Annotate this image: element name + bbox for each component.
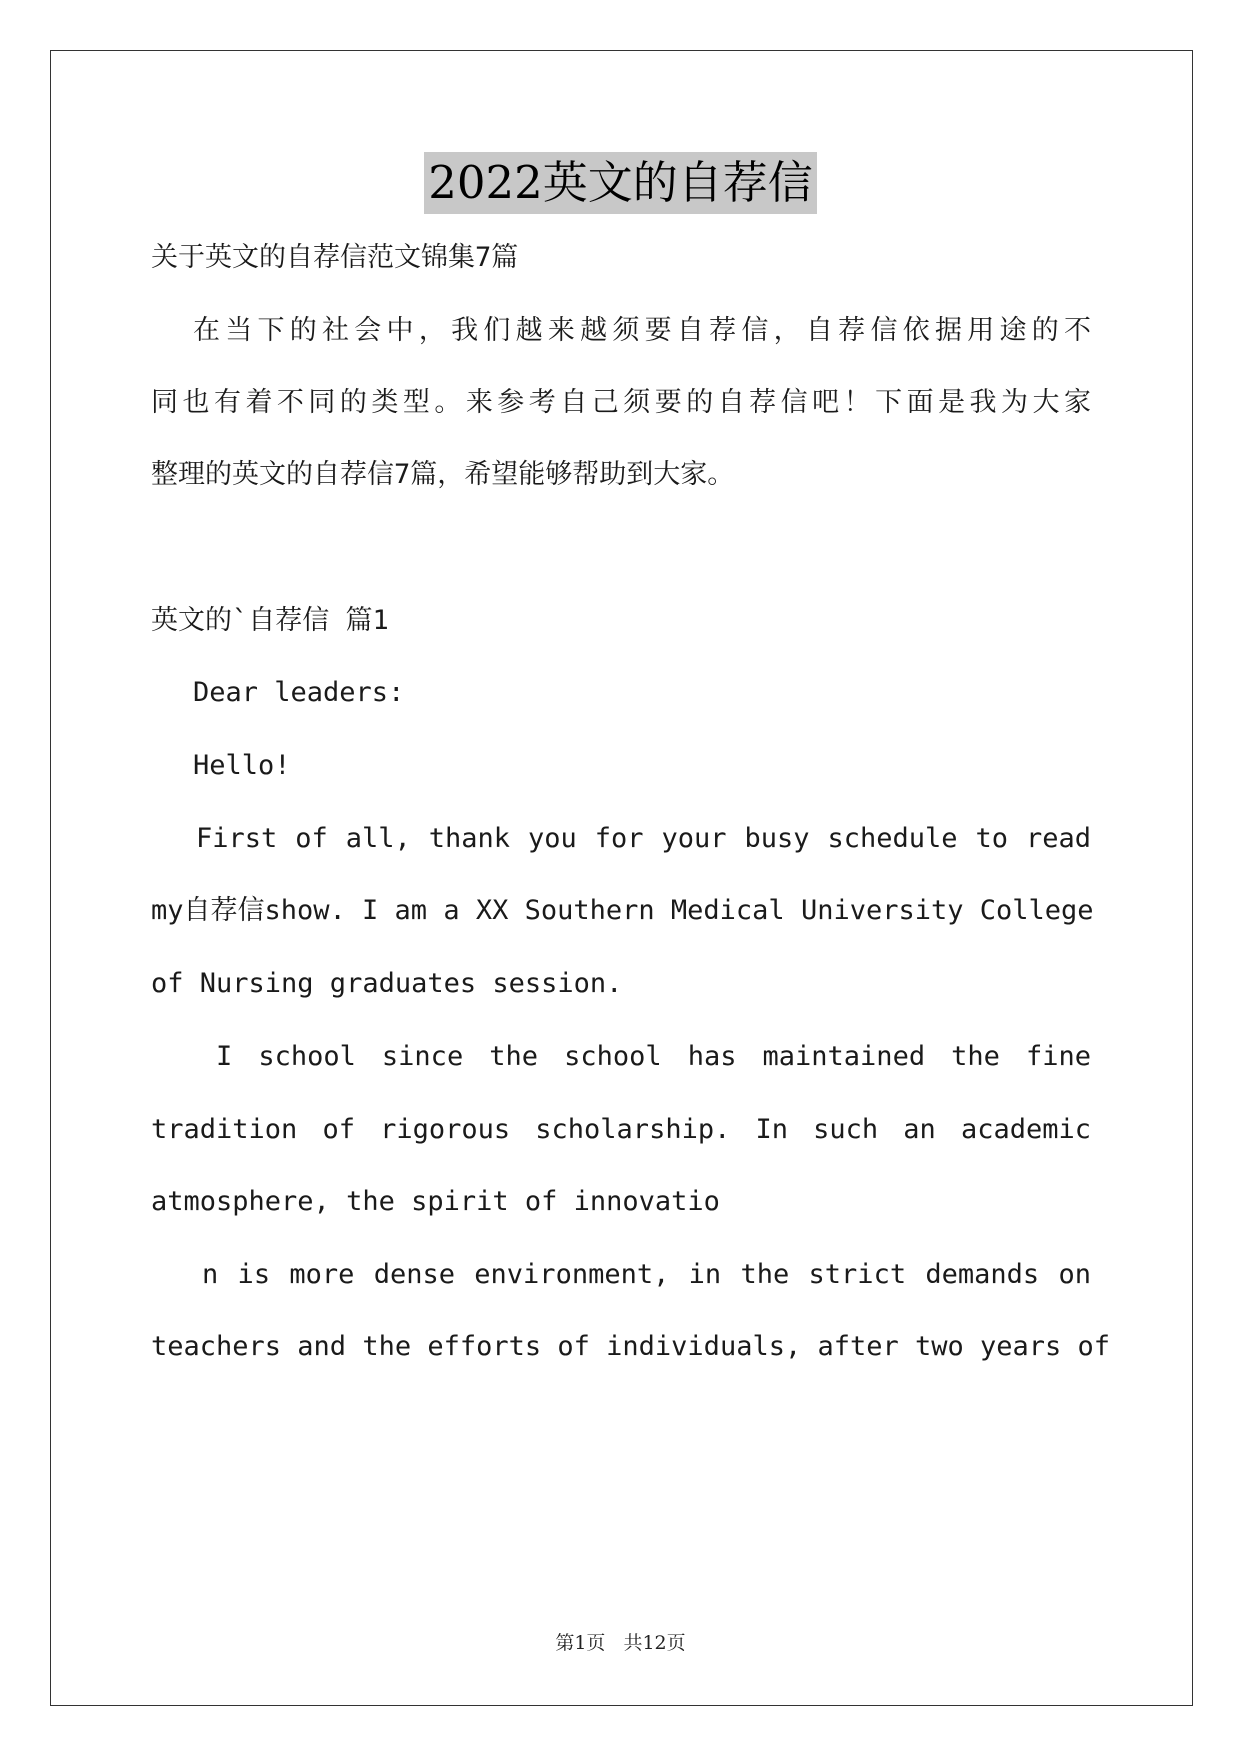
- body-line-5: tradition of rigorous scholarship. In such an academic: [151, 1114, 1091, 1145]
- intro-line-2: 同也有着不同的类型。来参考自己须要的自荐信吧！下面是我为大家: [151, 387, 1091, 418]
- document-title: 2022英文的自荐信: [424, 152, 817, 214]
- body-line-2: my自荐信show. I am a XX Southern Medical University College: [151, 895, 1094, 926]
- intro-line-1: 在当下的社会中，我们越来越须要自荐信，自荐信依据用途的不: [193, 315, 1091, 346]
- body-line-4: I school since the school has maintained the fine: [216, 1041, 1091, 1072]
- body-line-8: teachers and the efforts of individuals, after two years of: [151, 1331, 1111, 1362]
- body-line-7: n is more dense environment, in the strict demands on: [202, 1259, 1091, 1290]
- body-line-1: First of all, thank you for your busy schedule to read: [196, 823, 1091, 854]
- page-total: 共12页: [623, 1632, 686, 1654]
- page-footer: [0, 1628, 1241, 1655]
- body-line-6: atmosphere, the spirit of innovatio: [151, 1186, 720, 1217]
- page-border: [50, 50, 1193, 1706]
- intro-line-3: 整理的英文的自荐信7篇，希望能够帮助到大家。: [151, 459, 735, 490]
- title-container: [0, 152, 1241, 214]
- body-line-3: of Nursing graduates session.: [151, 968, 623, 999]
- document-subtitle: 关于英文的自荐信范文锦集7篇: [151, 242, 519, 273]
- section-heading: 英文的`自荐信 篇1: [151, 605, 389, 636]
- greeting: Hello!: [193, 750, 291, 781]
- salutation: Dear leaders:: [193, 677, 405, 708]
- page-number: 第1页: [555, 1632, 606, 1654]
